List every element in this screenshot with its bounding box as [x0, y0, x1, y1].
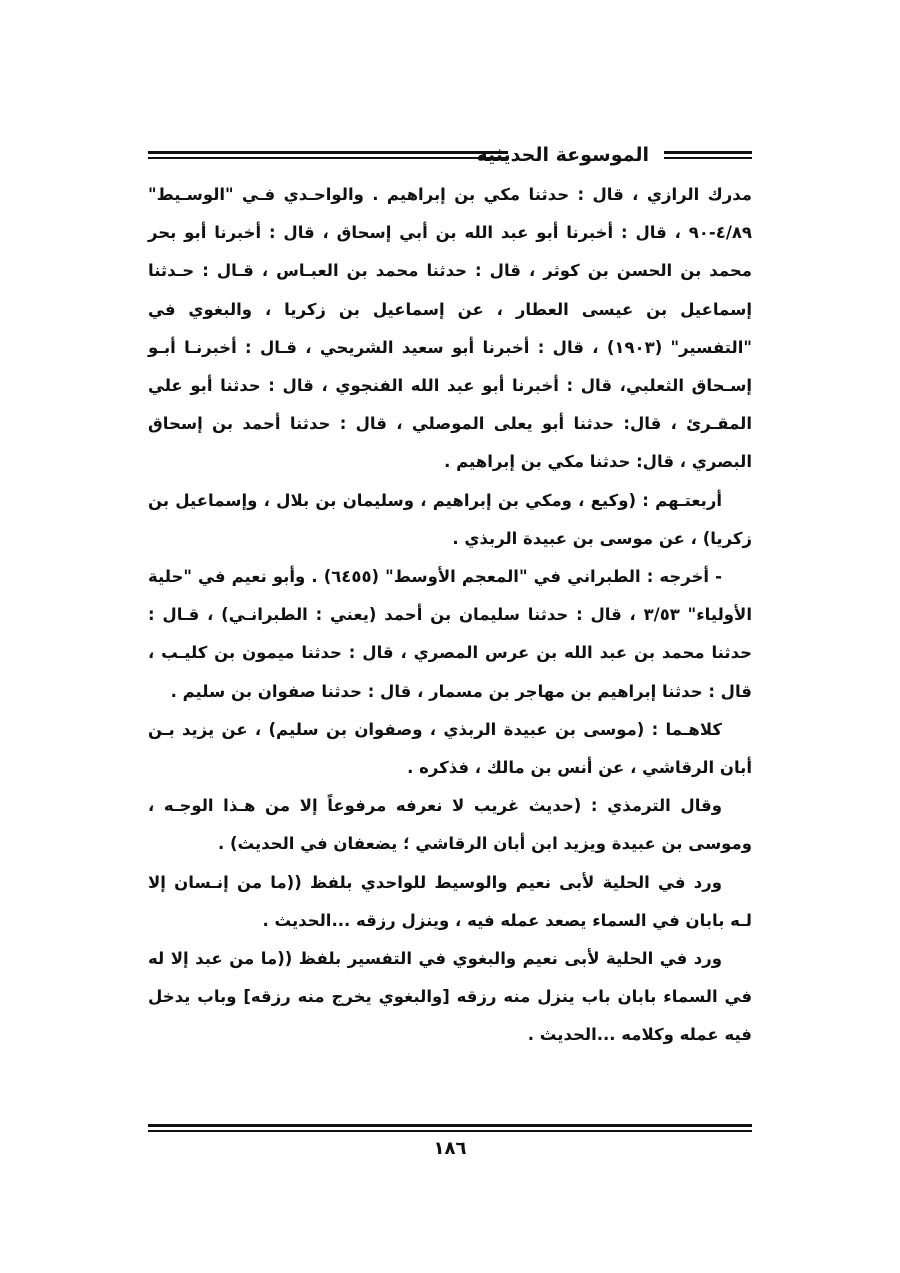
- paragraph-hilya-wasit: ورد في الحلية لأبى نعيم والوسيط للواحدي بلفظ ((ما من إنـسان إلا لـه بابان في السماء يصعد عمله فيه ، وينزل رزقه ...الحديث .: [148, 872, 752, 930]
- paragraph-hilya-baghawi: ورد في الحلية لأبى نعيم والبغوي في التفسير بلفظ ((ما من عبد إلا له في السماء بابان باب ينزل منه رزقه [والبغوي يخرج منه رزقه] وباب يدخل فيه عمله وكلامه ...الحديث .: [148, 949, 752, 1045]
- paragraph-akhrajahu: - أخرجه : الطبراني في "المعجم الأوسط" (٦٤٥٥) . وأبو نعيم في "حلية الأولياء" ٣/٥٣ ، قال : حدثنا سليمان بن أحمد (يعني : الطبرانـي) ، قـال : حدثنا محمد بن عبد الله بن عرس المصري ، قال : حدثنا ميمون بن كليـب ، قال : حدثنا إبراهيم بن مهاجر بن مسمار ، قال : حدثنا صفوان بن سليم .: [148, 567, 752, 701]
- paragraph-arbaatuhum: أربعتـهم : (وكيع ، ومكي بن إبراهيم ، وسليمان بن بلال ، وإسماعيل بن زكريا) ، عن موسى بن عبيدة الربذي .: [148, 490, 752, 548]
- header-rule-right: [664, 151, 752, 159]
- header-rule-left: [148, 151, 508, 159]
- footer-rule: [148, 1124, 752, 1132]
- page-body: [148, 176, 752, 1055]
- page-number: ١٨٦: [433, 1138, 467, 1159]
- paragraph-kilahuma: كلاهـما : (موسى بن عبيدة الربذي ، وصفوان بن سليم) ، عن يزيد بـن أبان الرقاشي ، عن أنس بن مالك ، فذكره .: [148, 719, 752, 778]
- paragraph-continuation: مدرك الرازي ، قال : حدثنا مكي بن إبراهيم . والواحـدي فـي "الوسـيط" ٤/٨٩-٩٠ ، قال : أخبرنا أبو عبد الله بن أبي إسحاق ، قال : أخبرنا أبو بحر محمد بن الحسن بن كوثر ، قال : حدثنا محمد بن العبـاس ، قـال : حـدثنا إسماعيل بن عيسى العطار ، عن إسماعيل بن زكريا ، والبغوي في "التفسير" (١٩٠٣) ، قال : أخبرنا أبو سعيد الشريحي ، قـال : أخبرنـا أبـو إسـحاق الثعلبي، قال : أخبرنا أبو عبد الله الفنجوي ، قال : حدثنا أبو علي المقـرئ ، قال: حدثنا أبو يعلى الموصلي ، قال : حدثنا أحمد بن إسحاق البصري ، قال: حدثنا مكي بن إبراهيم .: [148, 185, 752, 472]
- paragraph-tirmidhi: وقال الترمذي : (حديث غريب لا نعرفه مرفوعاً إلا من هـذا الوجـه ، وموسى بن عبيدة ويزيد ابن أبان الرقاشي ؛ يضعفان في الحديث) .: [148, 796, 752, 854]
- header-title: الموسوعة الحديثية: [469, 140, 658, 170]
- page-header: [148, 140, 752, 170]
